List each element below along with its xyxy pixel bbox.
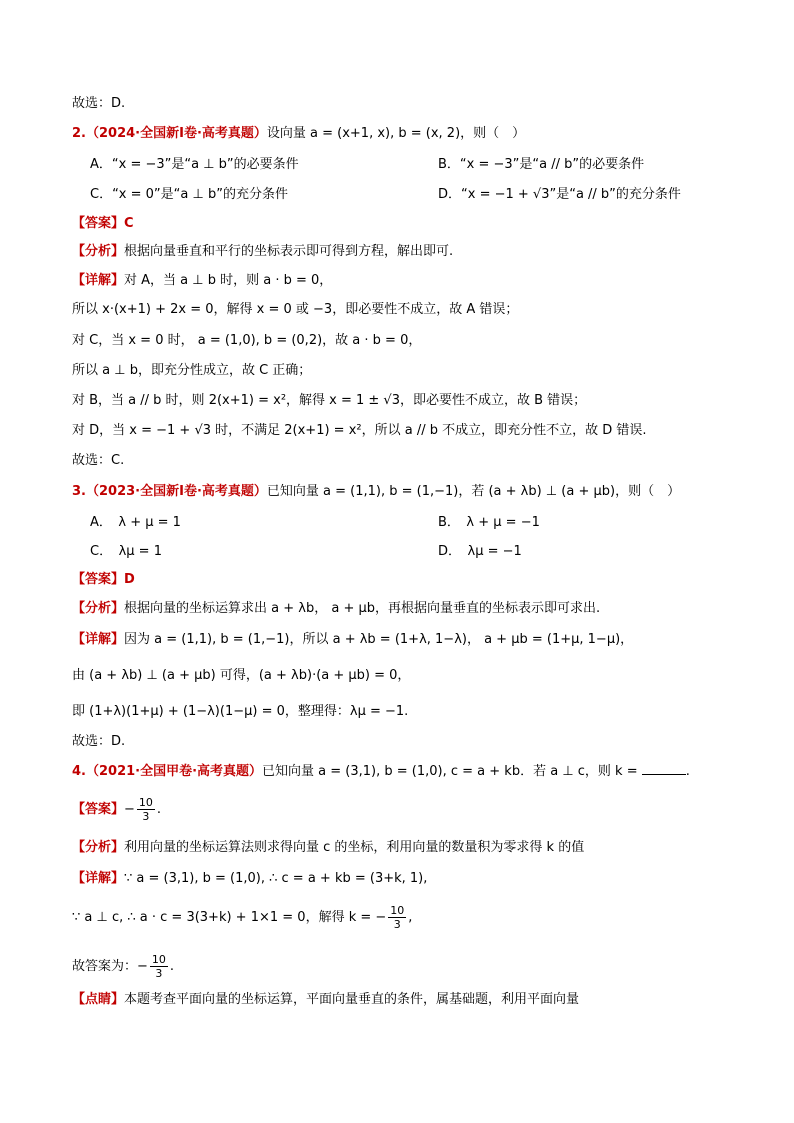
q2-detail-3: 对 C，当 x = 0 时， a = (1,0), b = (0,2)，故 a · b = 0，	[72, 333, 422, 348]
q3-option-b: B． λ + μ = −1	[438, 515, 540, 530]
q2-stem: 2.（2024·全国新Ⅰ卷·高考真题）设向量 a = (x+1, x), b = (x, 2)，则（ ）	[72, 126, 526, 141]
q1-conclusion: 故选：D.	[72, 96, 126, 111]
q3-option-c: C． λμ = 1	[90, 544, 162, 559]
q3-options-ab	[90, 513, 734, 533]
q2-option-b: B．“x = −3”是“a // b”的必要条件	[438, 157, 645, 172]
q4-note: 【点睛】本题考查平面向量的坐标运算，平面向量垂直的条件，属基础题，利用平面向量	[72, 992, 580, 1007]
q3-conclusion: 故选：D.	[72, 734, 126, 749]
q2-option-c: C．“x = 0”是“a ⊥ b”的充分条件	[90, 187, 288, 202]
q2-option-a: A．“x = −3”是“a ⊥ b”的必要条件	[90, 157, 299, 172]
q3-detail-3: 即 (1+λ)(1+μ) + (1−λ)(1−μ) = 0，整理得：λμ = −1.	[72, 704, 409, 719]
q4-detail-2: ∵ a ⊥ c, ∴ a · c = 3(3+k) + 1×1 = 0，解得 k = − $\frac{10}{3}$ ,	[72, 904, 413, 931]
q2-detail-2: 所以 x·(x+1) + 2x = 0，解得 x = 0 或 −3，即必要性不成立，故 A 错误；	[72, 302, 519, 317]
q3-answer: 【答案】D	[72, 572, 135, 587]
q2-analysis: 【分析】根据向量垂直和平行的坐标表示即可得到方程，解出即可.	[72, 244, 454, 259]
q2-detail-1: 【详解】对 A，当 a ⊥ b 时，则 a · b = 0，	[72, 273, 333, 288]
q2-answer: 【答案】C	[72, 216, 134, 231]
q4-detail-fraction: $\frac{10}{3}$	[390, 904, 405, 931]
q4-detail-1: 【详解】∵ a = (3,1), b = (1,0), ∴ c = a + kb = (3+k, 1),	[72, 871, 428, 886]
q4-stem: 4.（2021·全国甲卷·高考真题）已知向量 a = (3,1), b = (1,0), c = a + kb．若 a ⊥ c，则 k = .	[72, 764, 690, 779]
q4-analysis: 【分析】利用向量的坐标运算法则求得向量 c 的坐标，利用向量的数量积为零求得 k 的值	[72, 840, 585, 855]
q4-answer: 【答案】− $\frac{10}{3}$ .	[72, 796, 162, 823]
q2-detail-6: 对 D，当 x = −1 + √3 时，不满足 2(x+1) = x²，所以 a // b 不成立，即充分性不立，故 D 错误.	[72, 423, 647, 438]
q2-options-ab	[90, 155, 734, 175]
q4-conclusion: 故答案为：− $\frac{10}{3}$ .	[72, 953, 175, 980]
q4-answer-fraction: $\frac{10}{3}$	[138, 796, 153, 823]
q2-options-cd	[90, 185, 734, 205]
q3-option-a: A． λ + μ = 1	[90, 515, 181, 530]
q3-detail-1: 【详解】因为 a = (1,1), b = (1,−1)，所以 a + λb = (1+λ, 1−λ)， a + μb = (1+μ, 1−μ)，	[72, 632, 634, 647]
q3-detail-2: 由 (a + λb) ⊥ (a + μb) 可得，(a + λb)·(a + μb) = 0，	[72, 668, 411, 683]
q3-stem: 3.（2023·全国新Ⅰ卷·高考真题）已知向量 a = (1,1), b = (1,−1)，若 (a + λb) ⊥ (a + μb)，则（ ）	[72, 484, 681, 499]
q2-detail-5: 对 B，当 a // b 时，则 2(x+1) = x²，解得 x = 1 ± √3，即必要性不成立，故 B 错误；	[72, 393, 587, 408]
q3-options-cd	[90, 542, 734, 562]
q2-option-d: D．“x = −1 + √3”是“a // b”的充分条件	[438, 187, 681, 202]
q3-analysis: 【分析】根据向量的坐标运算求出 a + λb， a + μb，再根据向量垂直的坐标表示即可求出.	[72, 601, 601, 616]
q2-detail-4: 所以 a ⊥ b，即充分性成立，故 C 正确；	[72, 363, 312, 378]
q4-conclusion-fraction: $\frac{10}{3}$	[151, 953, 166, 980]
q3-option-d: D． λμ = −1	[438, 544, 522, 559]
answer-blank	[642, 762, 686, 775]
q2-conclusion: 故选：C.	[72, 453, 125, 468]
